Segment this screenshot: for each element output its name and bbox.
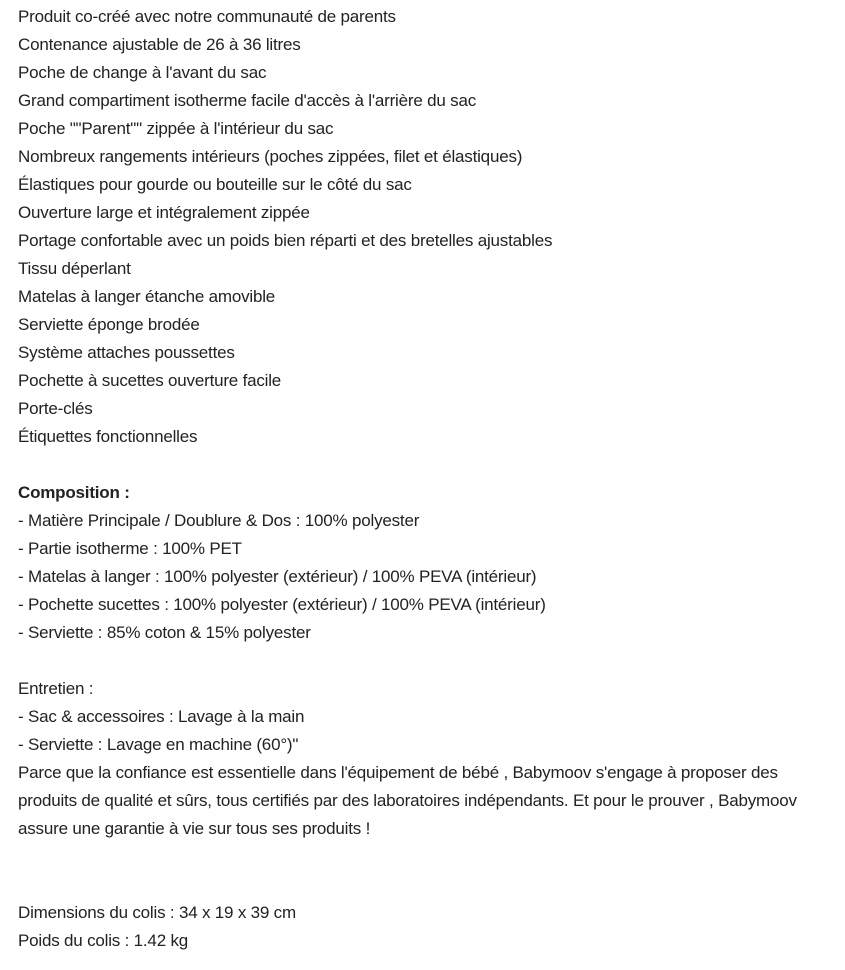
feature-item: Système attaches poussettes — [18, 343, 235, 362]
care-heading: Entretien : — [18, 679, 94, 698]
feature-item: Matelas à langer étanche amovible — [18, 287, 276, 306]
feature-item: Portage confortable avec un poids bien réparti et des bretelles ajustables — [18, 231, 553, 250]
feature-item: Produit co-créé avec notre communauté de parents — [18, 7, 396, 26]
features-list — [18, 3, 833, 451]
feature-item: Serviette éponge brodée — [18, 315, 200, 334]
feature-item: Tissu déperlant — [18, 259, 131, 278]
composition-item: - Matelas à langer : 100% polyester (extérieur) / 100% PEVA (intérieur) — [18, 567, 537, 586]
package-section — [18, 899, 833, 955]
composition-item: - Pochette sucettes : 100% polyester (extérieur) / 100% PEVA (intérieur) — [18, 595, 546, 614]
feature-item: Élastiques pour gourde ou bouteille sur le côté du sac — [18, 175, 412, 194]
care-section — [18, 675, 833, 759]
composition-item: - Matière Principale / Doublure & Dos : 100% polyester — [18, 511, 420, 530]
package-weight: Poids du colis : 1.42 kg — [18, 931, 189, 950]
feature-item: Poche de change à l'avant du sac — [18, 63, 267, 82]
guarantee-paragraph: Parce que la confiance est essentielle dans l'équipement de bébé , Babymoov s'engage à proposer des produits de qualité et sûrs, tous certifiés par des laboratoires indépendants. Et pour le prouver , Babymoov assure une garantie à vie sur tous ses produits ! — [18, 763, 797, 838]
package-dimensions: Dimensions du colis : 34 x 19 x 39 cm — [18, 903, 296, 922]
feature-item: Contenance ajustable de 26 à 36 litres — [18, 35, 301, 54]
spacer — [18, 843, 833, 899]
product-description — [18, 3, 833, 955]
composition-item: - Serviette : 85% coton & 15% polyester — [18, 623, 311, 642]
feature-item: Poche ""Parent"" zippée à l'intérieur du sac — [18, 119, 334, 138]
feature-item: Étiquettes fonctionnelles — [18, 427, 198, 446]
composition-heading: Composition : — [18, 483, 130, 502]
spacer — [18, 451, 833, 479]
composition-section — [18, 479, 833, 647]
feature-item: Nombreux rangements intérieurs (poches zippées, filet et élastiques) — [18, 147, 523, 166]
feature-item: Grand compartiment isotherme facile d'accès à l'arrière du sac — [18, 91, 477, 110]
care-item: - Serviette : Lavage en machine (60°)" — [18, 735, 299, 754]
spacer — [18, 647, 833, 675]
composition-item: - Partie isotherme : 100% PET — [18, 539, 242, 558]
feature-item: Porte-clés — [18, 399, 93, 418]
feature-item: Ouverture large et intégralement zippée — [18, 203, 310, 222]
feature-item: Pochette à sucettes ouverture facile — [18, 371, 282, 390]
care-item: - Sac & accessoires : Lavage à la main — [18, 707, 305, 726]
